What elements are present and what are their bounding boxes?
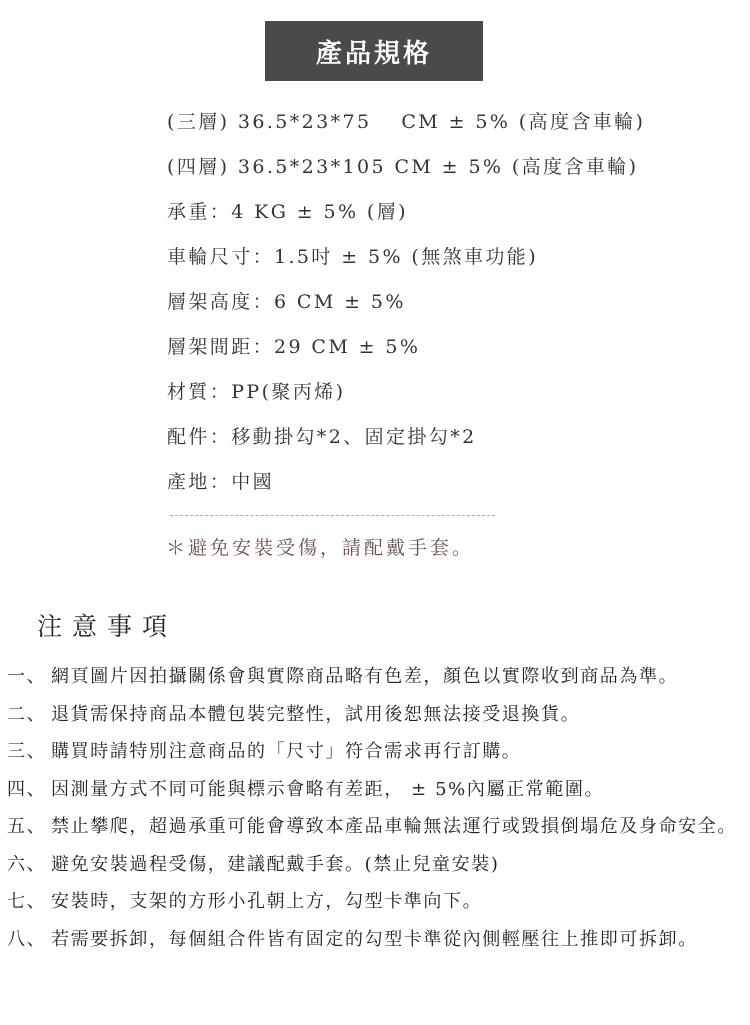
note-item xyxy=(7,846,747,884)
note-number: 七、 xyxy=(7,891,47,912)
note-item xyxy=(7,658,747,696)
spec-wheel-size: 車輪尺寸：1.5吋 ± 5% (無煞車功能) xyxy=(167,246,539,268)
note-number: 二、 xyxy=(7,703,47,725)
note-item xyxy=(7,883,747,921)
spec-origin: 產地：中國 xyxy=(167,471,275,493)
notes-heading: 注意事項 xyxy=(37,612,178,641)
page-title: 產品規格 xyxy=(315,38,432,69)
note-number: 三、 xyxy=(7,741,47,762)
note-text: 購買時請特別注意商品的「尺寸」符合需求再行訂購。 xyxy=(51,741,522,762)
note-number: 四、 xyxy=(7,778,47,800)
note-item xyxy=(7,696,747,734)
note-item xyxy=(7,808,747,846)
note-text: 網頁圖片因拍攝關係會與實際商品略有色差，顏色以實際收到商品為準。 xyxy=(51,666,679,687)
spec-title-banner xyxy=(265,21,483,81)
note-number: 六、 xyxy=(7,853,47,875)
spec-material: 材質：PP(聚丙烯) xyxy=(167,381,346,403)
spec-shelf-height: 層架高度：6 CM ± 5% xyxy=(167,291,406,313)
note-item xyxy=(7,921,747,959)
spec-load-capacity: 承重：4 KG ± 5% (層) xyxy=(167,201,408,223)
note-text: 避免安裝過程受傷，建議配戴手套。(禁止兒童安裝) xyxy=(51,853,500,875)
note-text: 安裝時，支架的方形小孔朝上方，勾型卡準向下。 xyxy=(51,891,483,912)
note-number: 一、 xyxy=(7,666,47,687)
note-text: 退貨需保持商品本體包裝完整性，試用後恕無法接受退換貨。 xyxy=(51,703,581,725)
note-number: 五、 xyxy=(7,816,47,837)
note-text: 若需要拆卸，每個組合件皆有固定的勾型卡準從內側輕壓往上推即可拆卸。 xyxy=(51,928,698,950)
note-number: 八、 xyxy=(7,928,47,950)
note-item xyxy=(7,733,747,771)
note-text: 因測量方式不同可能與標示會略有差距， ± 5%內屬正常範圍。 xyxy=(51,778,605,800)
spec-accessories: 配件：移動掛勾*2、固定掛勾*2 xyxy=(167,426,477,448)
spec-list xyxy=(167,100,727,505)
spec-shelf-spacing: 層架間距：29 CM ± 5% xyxy=(167,336,421,358)
note-item xyxy=(7,771,747,809)
glove-warning: ＊避免安裝受傷，請配戴手套。 xyxy=(166,537,475,559)
notes-list xyxy=(7,658,747,958)
dashed-divider xyxy=(170,515,495,516)
spec-dimensions-3-tier: (三層) 36.5*23*75 CM ± 5% (高度含車輪) xyxy=(167,111,646,133)
note-text: 禁止攀爬，超過承重可能會導致本產品車輪無法運行或毀損倒塌危及身命安全。 xyxy=(51,816,737,837)
spec-dimensions-4-tier: (四層) 36.5*23*105 CM ± 5% (高度含車輪) xyxy=(167,156,639,178)
